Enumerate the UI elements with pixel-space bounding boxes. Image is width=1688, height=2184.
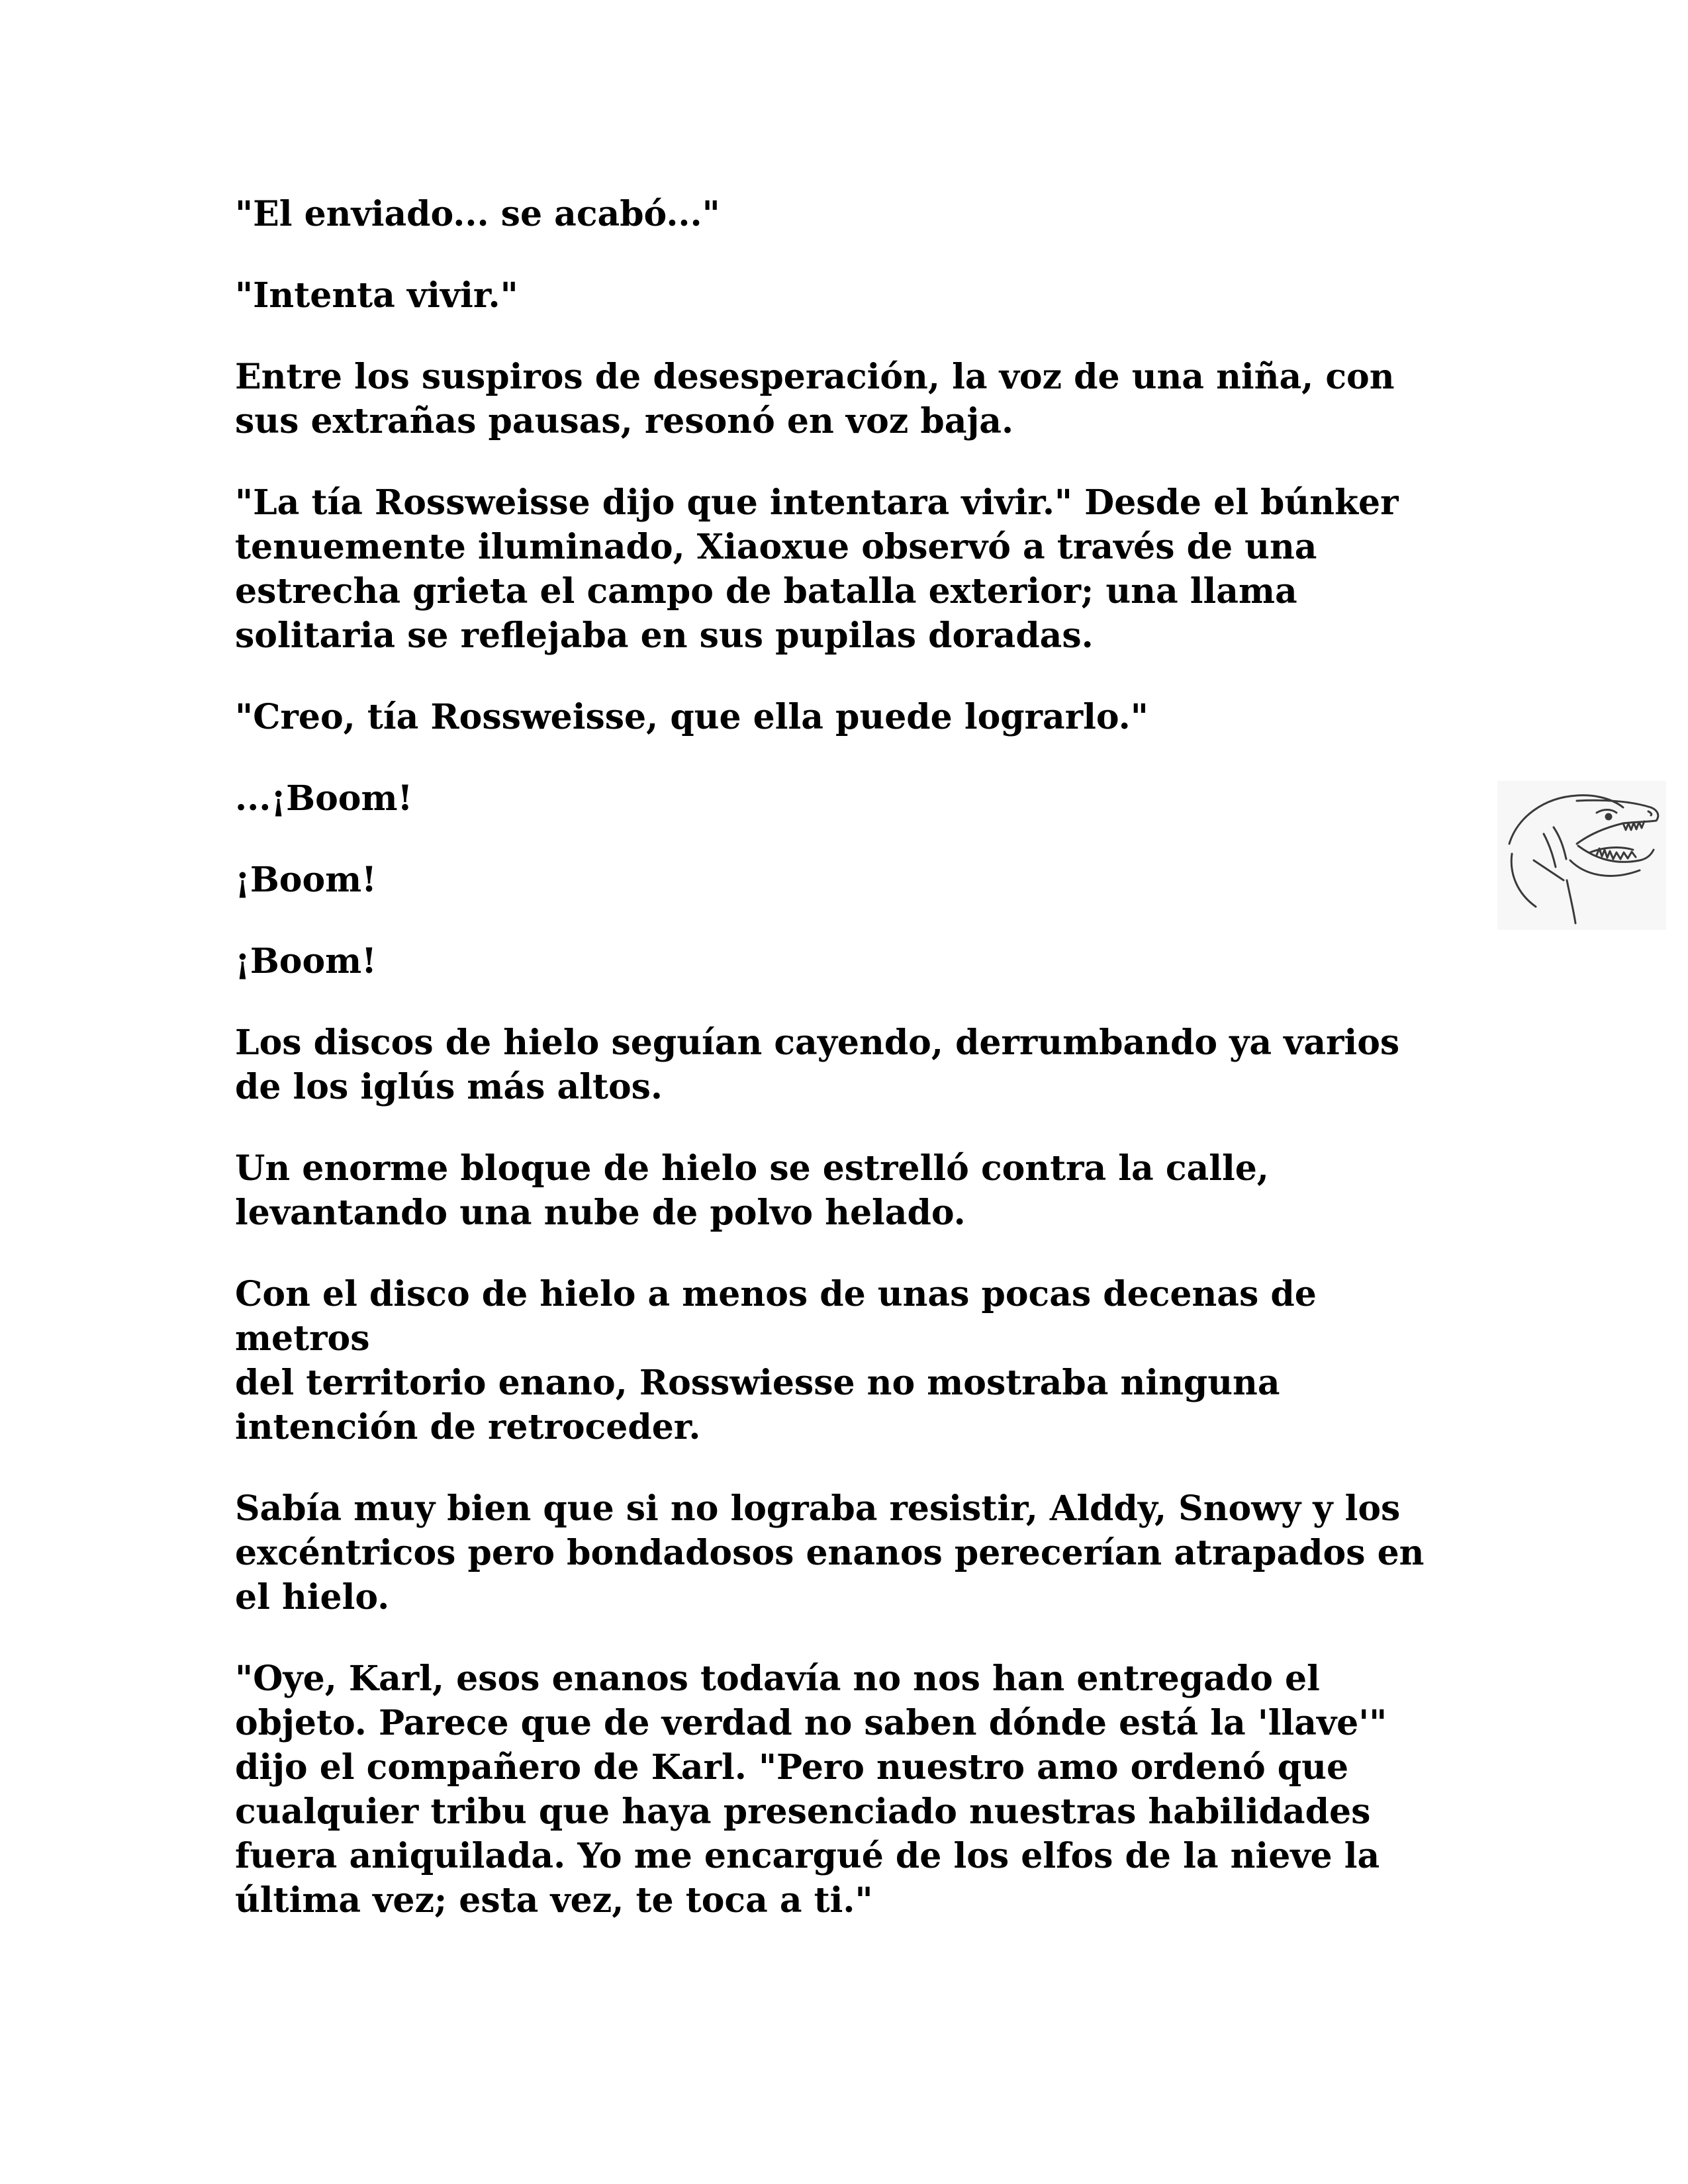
paragraph-10: Un enorme bloque de hielo se estrelló contra la calle, levantando una nube de polvo helado. <box>235 1148 1269 1233</box>
paragraph-11: Con el disco de hielo a menos de unas pocas decenas de metros del territorio enano, Rosswiesse no mostraba ninguna intención de retroceder. <box>235 1274 1317 1447</box>
paragraph-6: ...¡Boom! <box>235 778 413 819</box>
paragraph-4: "La tía Rossweisse dijo que intentara vivir." Desde el búnker tenuemente iluminado, Xiaoxue observó a través de una estrecha grieta el campo de batalla exterior; una llama solitaria se reflejaba en sus pupilas doradas. <box>235 482 1399 656</box>
paragraph-5: "Creo, tía Rossweisse, que ella puede lograrlo." <box>235 697 1149 737</box>
dinosaur-head-sketch-icon <box>1497 781 1666 930</box>
paragraph-8: ¡Boom! <box>235 941 377 981</box>
paragraph-3: Entre los suspiros de desesperación, la voz de una niña, con sus extrañas pausas, resonó en voz baja. <box>235 357 1395 441</box>
paragraph-12: Sabía muy bien que si no lograba resistir, Alddy, Snowy y los excéntricos pero bondadosos enanos perecerían atrapados en el hielo. <box>235 1488 1425 1617</box>
paragraph-1: "El enviado... se acabó..." <box>235 194 720 234</box>
paragraph-7: ¡Boom! <box>235 860 377 900</box>
document-body <box>235 192 1453 1960</box>
paragraph-13: "Oye, Karl, esos enanos todavía no nos han entregado el objeto. Parece que de verdad no saben dónde está la 'llave'" dijo el compañero de Karl. "Pero nuestro amo ordenó que cualquier tribu que haya presenciado nuestras habilidades fuera aniquilada. Yo me encargué de los elfos de la nieve la última vez; esta vez, te toca a ti." <box>235 1659 1387 1921</box>
paragraph-9: Los discos de hielo seguían cayendo, derrumbando ya varios de los iglús más altos. <box>235 1023 1400 1107</box>
paragraph-2: "Intenta vivir." <box>235 275 518 316</box>
